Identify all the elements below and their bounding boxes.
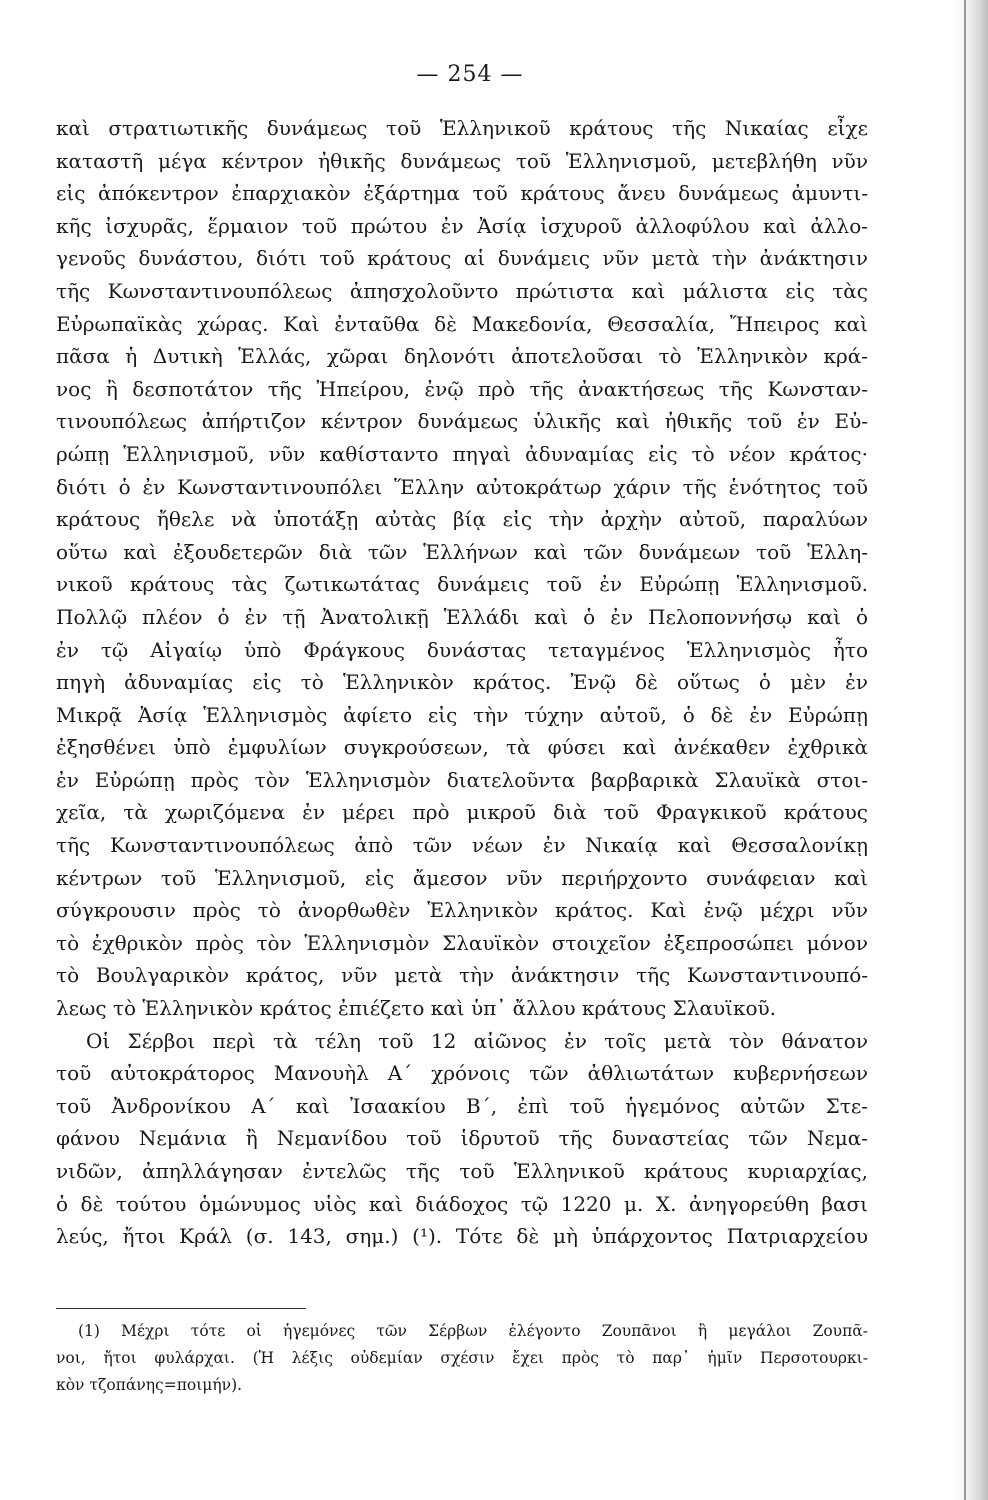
body-line: Πολλῷ πλέον ὁ ἐν τῇ Ἀνατολικῇ Ἑλλάδι καὶ ὁ ἐν Πελοποννήσῳ καὶ ὁ	[56, 604, 868, 629]
body-line: ἐν τῷ Αἰγαίῳ ὑπὸ Φράγκους δυνάστας τεταγμένος Ἑλληνισμὸς ἦτο	[56, 637, 868, 662]
body-line: κῆς ἰσχυρᾶς, ἕρμαιον τοῦ πρώτου ἐν Ἀσίᾳ ἰσχυροῦ ἀλλοφύλου καὶ ἀλλο-	[56, 213, 868, 238]
footnote-line: κὸν τζοπάνης=ποιμήν).	[56, 1376, 243, 1394]
body-line: νικοῦ κράτους τὰς ζωτικωτάτας δυνάμεις τοῦ ἐν Εὐρώπῃ Ἑλληνισμοῦ.	[56, 572, 868, 597]
body-line: πηγὴ ἀδυναμίας εἰς τὸ Ἑλληνικὸν κράτος. Ἐνῷ δὲ οὕτως ὁ μὲν ἐν	[56, 670, 868, 695]
footnotes	[56, 1318, 868, 1399]
body-line: τοῦ αὐτοκράτορος Μανουὴλ Α΄ χρόνοις τῶν ἀθλιωτάτων κυβερνήσεων	[56, 1061, 868, 1086]
body-line: ρώπῃ Ἑλληνισμοῦ, νῦν καθίσταντο πηγαὶ ἀδυναμίας εἰς τὸ νέον κράτος·	[56, 441, 868, 466]
body-line: τὸ Βουλγαρικὸν κράτος, νῦν μετὰ τὴν ἀνάκτησιν τῆς Κωνσταντινουπό-	[56, 963, 868, 988]
body-line: ἐξησθένει ὑπὸ ἐμφυλίων συγκρούσεων, τὰ φύσει καὶ ἀνέκαθεν ἐχθρικὰ	[56, 735, 868, 760]
body-line: γενοῦς δυνάστου, διότι τοῦ κράτους αἱ δυνάμεις νῦν μετὰ τὴν ἀνάκτησιν	[56, 246, 868, 271]
body-line: φάνου Νεμάνια ἢ Νεμανίδου τοῦ ἱδρυτοῦ τῆς δυναστείας τῶν Νεμα-	[56, 1126, 868, 1151]
body-line: κράτους ἤθελε νὰ ὑποτάξῃ αὐτὰς βίᾳ εἰς τὴν ἀρχὴν αὐτοῦ, παραλύων	[56, 507, 868, 532]
body-line: χεῖα, τὰ χωριζόμενα ἐν μέρει πρὸ μικροῦ διὰ τοῦ Φραγκικοῦ κράτους	[56, 800, 868, 825]
body-line: νος ἢ δεσποτάτον τῆς Ἠπείρου, ἐνῷ πρὸ τῆς ἀνακτήσεως τῆς Κωνσταν-	[56, 376, 868, 401]
body-line: τινουπόλεως ἀπήρτιζον κέντρον δυνάμεως ὑλικῆς καὶ ἠθικῆς τοῦ ἐν Εὐ-	[56, 409, 868, 434]
body-line: τῆς Κωνσταντινουπόλεως ἀπὸ τῶν νέων ἐν Νικαίᾳ καὶ Θεσσαλονίκῃ	[56, 833, 868, 858]
body-line: τοῦ Ἀνδρονίκου Α΄ καὶ Ἰσαακίου Β΄, ἐπὶ τοῦ ἡγεμόνος αὐτῶν Στε-	[56, 1093, 868, 1118]
body-line: καταστῆ μέγα κέντρον ἠθικῆς δυνάμεως τοῦ Ἑλληνισμοῦ, μετεβλήθη νῦν	[56, 148, 868, 173]
body-line: σύγκρουσιν πρὸς τὸ ἀνορθωθὲν Ἑλληνικὸν κράτος. Καὶ ἐνῷ μέχρι νῦν	[56, 898, 868, 923]
body-line: Οἱ Σέρβοι περὶ τὰ τέλη τοῦ 12 αἰῶνος ἐν τοῖς μετὰ τὸν θάνατον	[86, 1028, 868, 1053]
body-text	[56, 112, 868, 1253]
body-line: Εὐρωπαϊκὰς χώρας. Καὶ ἐνταῦθα δὲ Μακεδονία, Θεσσαλία, Ἤπειρος καὶ	[56, 311, 868, 336]
body-line: Μικρᾷ Ἀσίᾳ Ἑλληνισμὸς ἀφίετο εἰς τὴν τύχην αὐτοῦ, ὁ δὲ ἐν Εὐρώπῃ	[56, 702, 868, 727]
page-edge-line	[964, 0, 966, 1500]
body-line: οὕτω καὶ ἐξουδετερῶν διὰ τῶν Ἑλλήνων καὶ τῶν δυνάμεων τοῦ Ἑλλη-	[56, 539, 868, 564]
body-line: εἰς ἀπόκεντρον ἐπαρχιακὸν ἐξάρτημα τοῦ κράτους ἄνευ δυνάμεως ἀμυντι-	[56, 181, 868, 206]
body-line: λεύς, ἤτοι Κράλ (σ. 143, σημ.) (¹). Τότε δὲ μὴ ὑπάρχοντος Πατριαρχείου	[56, 1224, 868, 1249]
footnote-rule	[56, 1308, 306, 1309]
body-line: λεως τὸ Ἑλληνικὸν κράτος ἐπιέζετο καὶ ὑπ᾽ ἄλλου κράτους Σλαυϊκοῦ.	[56, 996, 776, 1021]
body-line: τὸ ἐχθρικὸν πρὸς τὸν Ἑλληνισμὸν Σλαυϊκὸν στοιχεῖον ἐξεπροσώπει μόνον	[56, 930, 868, 955]
body-line: τῆς Κωνσταντινουπόλεως ἀπησχολοῦντο πρώτιστα καὶ μάλιστα εἰς τὰς	[56, 278, 868, 303]
body-line: ἐν Εὐρώπῃ πρὸς τὸν Ἑλληνισμὸν διατελοῦντα βαρβαρικὰ Σλαυϊκὰ στοι-	[56, 767, 868, 792]
body-line: ὁ δὲ τούτου ὁμώνυμος υἱὸς καὶ διάδοχος τῷ 1220 μ. Χ. ἀνηγορεύθη βασι	[56, 1191, 868, 1216]
page-edge	[954, 0, 988, 1500]
body-line: κέντρων τοῦ Ἑλληνισμοῦ, εἰς ἄμεσον νῦν περιήρχοντο συνάφειαν καὶ	[56, 865, 868, 890]
body-line: πᾶσα ἡ Δυτικὴ Ἑλλάς, χῶραι δηλονότι ἀποτελοῦσαι τὸ Ἑλληνικὸν κρά-	[56, 344, 868, 369]
body-line: διότι ὁ ἐν Κωνσταντινουπόλει Ἕλλην αὐτοκράτωρ χάριν τῆς ἑνότητος τοῦ	[56, 474, 868, 499]
body-line: καὶ στρατιωτικῆς δυνάμεως τοῦ Ἑλληνικοῦ κράτους τῆς Νικαίας εἶχε	[56, 116, 868, 140]
footnote-line: νοι, ἤτοι φυλάρχαι. (Ἡ λέξις οὐδεμίαν σχέσιν ἔχει πρὸς τὸ παρ᾽ ἡμῖν Περσοτουρκι-	[56, 1349, 868, 1367]
body-line: νιδῶν, ἀπηλλάγησαν ἐντελῶς τῆς τοῦ Ἑλληνικοῦ κράτους κυριαρχίας,	[56, 1159, 868, 1183]
footnote-line: (1) Μέχρι τότε οἱ ἡγεμόνες τῶν Σέρβων ἐλέγοντο Ζουπᾶνοι ἢ μεγάλοι Ζουπᾶ-	[78, 1322, 868, 1340]
page-number: — 254 —	[416, 62, 524, 87]
